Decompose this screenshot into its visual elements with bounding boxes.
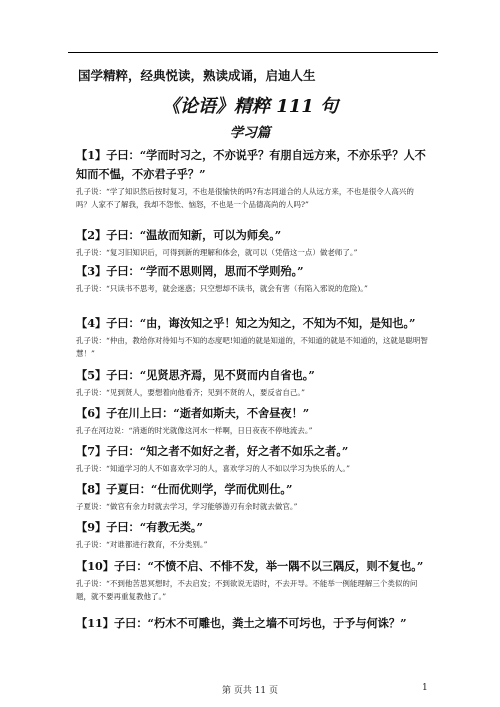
quote-text: 【10】子曰：“不愤不启、不悱不发，举一隅不以三隅反，则不复也。” xyxy=(76,559,424,573)
commentary-text: 孔子说：“知道学习的人不如喜欢学习的人，喜欢学习的人不如以学习为快乐的人。” xyxy=(76,464,350,473)
quote-text: 【5】子曰：“见贤思齐焉，见不贤而内自省也。” xyxy=(76,368,315,382)
section-title: 学习篇 xyxy=(229,125,271,141)
commentary-text: 孔子说：“见到贤人，要想着向他看齐；见到不贤的人，要反省自己。” xyxy=(76,388,305,397)
entry-4 xyxy=(76,314,428,360)
header-rule xyxy=(68,52,438,53)
quote-text: 【11】子曰：“朽木不可雕也，粪土之墙不可圬也，于予与何诛？” xyxy=(76,616,407,630)
entry-8 xyxy=(76,480,428,513)
motto-line: 国学精粹，经典悦读，熟读成诵，启迪人生 xyxy=(78,68,316,83)
page-number: 1 xyxy=(422,683,428,693)
commentary-text: 孔子说：“仲由，教给你对待知与不知的态度吧!知道的就是知道的，不知道的就是不知道的，这就是聪明智慧！” xyxy=(76,336,428,358)
entry-6 xyxy=(76,404,428,437)
commentary-text: 孔子说：“复习旧知识后，可得到新的理解和体会，就可以（凭借这一点）做老师了。” xyxy=(76,248,358,257)
entry-5 xyxy=(76,366,428,399)
entry-2 xyxy=(76,226,428,259)
page-footer: 第 页共 11 页 xyxy=(221,686,279,696)
entry-1 xyxy=(76,146,428,211)
commentary-text: 孔子说：“不到他苦思冥想时，不去启发；不到欲说无语时，不去开导。不能举一例能理解三个类似的问题，就不要再重复教他了。” xyxy=(76,579,418,601)
commentary-text: 孔子说：“学了知识然后按时复习，不也是很愉快的吗?有志同道合的人从远方来，不也是很令人高兴的吗？人家不了解我，我却不怨怅、恼怒，不也是一个品德高尚的人吗?” xyxy=(76,187,414,209)
quote-text: 【8】子夏曰：“仕而优则学，学而优则仕。” xyxy=(76,482,293,496)
commentary-text: 孔子在河边说：“消逝的时光就像这河水一样啊，日日夜夜不停地流去。” xyxy=(76,426,313,435)
entry-10 xyxy=(76,557,428,603)
commentary-text: 孔子说：“只读书不思考，就会迷惑；只空想却不读书，就会有害（有陷入邪说的危险)。” xyxy=(76,284,368,293)
entry-11 xyxy=(76,614,428,633)
commentary-text: 子夏说：“做官有余力时就去学习，学习能够游刃有余时就去做官。” xyxy=(76,502,298,511)
quote-text: 【7】子曰：“知之者不如好之者，好之者不如乐之者。” xyxy=(76,444,349,458)
page-title: 《论语》精粹 111 句 xyxy=(161,96,339,117)
quote-text: 【2】子曰：“温故而知新，可以为师矣。” xyxy=(76,228,282,242)
quote-text: 【9】子曰：“有教无类。” xyxy=(76,520,203,534)
entry-7 xyxy=(76,442,428,475)
quote-text: 【1】子曰：“学而时习之，不亦说乎？有朋自远方来，不亦乐乎？人不知而不愠，不亦君子乎？” xyxy=(76,148,426,181)
entry-3 xyxy=(76,262,428,295)
quote-text: 【6】子在川上曰：“逝者如斯夫，不舍昼夜！” xyxy=(76,406,310,420)
commentary-text: 孔子说：“对谁都进行教育，不分类别。” xyxy=(76,540,208,549)
quote-text: 【4】子曰：“由，诲汝知之乎！知之为知之，不知为不知，是知也。” xyxy=(76,316,416,330)
entry-9 xyxy=(76,518,428,551)
quote-text: 【3】子曰：“学而不思则罔，思而不学则殆。” xyxy=(76,264,304,278)
